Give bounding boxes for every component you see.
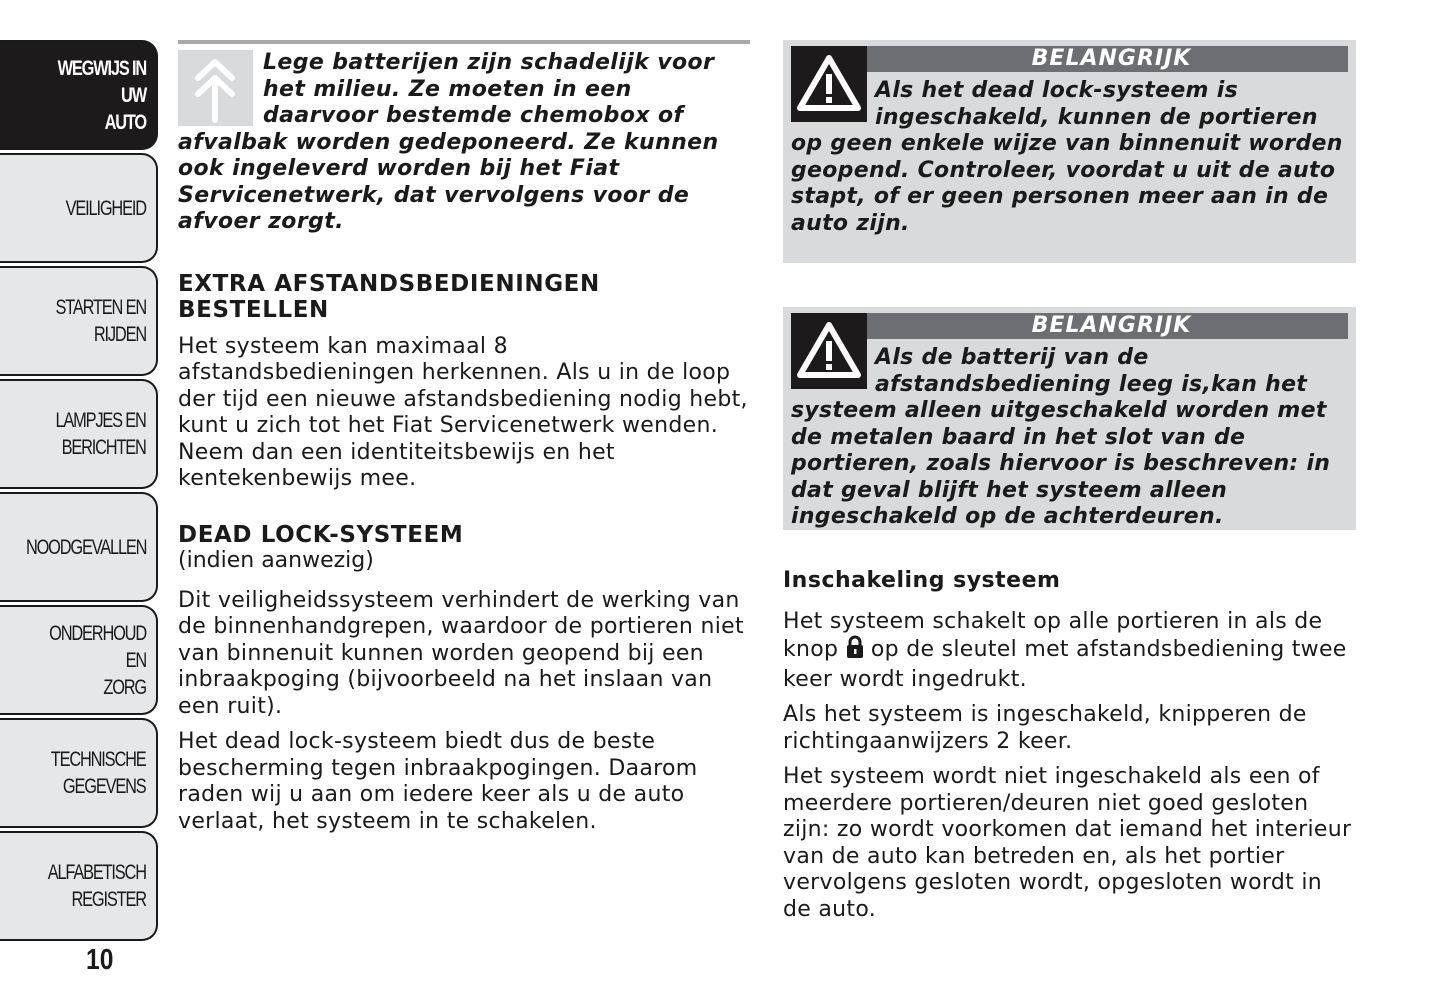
tab-onderhoud-en-zorg[interactable] [0, 605, 158, 715]
tab-label: NOODGEVALLEN [25, 535, 146, 559]
tab-veiligheid[interactable] [0, 153, 158, 263]
inschakeling-paragraph-2: Als het systeem is ingeschakeld, knipperen de richtingaanwijzers 2 keer. [783, 702, 1307, 754]
environment-note-text: Lege batterijen zijn schadelijk voor het milieu. Ze moeten in een daarvoor bestemde chemobox of afvalbak worden gedeponeerd. Ze kunnen ook ingeleverd worden bij het Fiat Servicenetwerk, dat vervolgens voor de afvoer zorgt. [178, 50, 719, 234]
right-column [783, 40, 1356, 923]
warning-box-battery [783, 307, 1356, 530]
lock-icon [846, 635, 864, 667]
warning-text: Als het dead lock-systeem is ingeschakeld, kunnen de portieren op geen enkele wijze van binnenuit worden geopend. Controleer, voordat u uit de auto stapt, of er geen personen meer aan in de auto zijn. [791, 78, 1343, 236]
chapter-tabs [0, 40, 158, 944]
section-subtitle-dead-lock: (indien aanwezig) [178, 548, 374, 573]
inschakeling-text-before: Het systeem schakelt op alle portieren in als de knop [783, 608, 1323, 662]
tab-label: TECHNISCHE GEGEVENS [51, 748, 146, 798]
warning-text: Als de batterij van de afstandsbediening leeg is,kan het systeem alleen uitgeschakeld worden met de metalen baard in het slot van de portieren, zoals hiervoor is beschreven: in dat geval blijft het systeem alleen ingeschakeld op de achterdeuren. [791, 345, 1331, 529]
tab-label: ALFABETISCH REGISTER [47, 861, 146, 911]
warning-title: BELANGRIJK [791, 313, 1348, 339]
inschakeling-text-after: op de sleutel met afstandsbediening twee keer wordt ingedrukt. [783, 637, 1347, 692]
page-number: 10 [86, 944, 114, 976]
tab-label: STARTEN EN RIJDEN [55, 296, 147, 346]
tab-noodgevallen[interactable] [0, 492, 158, 602]
inschakeling-paragraph-1 [783, 609, 1356, 694]
tab-starten-en-rijden[interactable] [0, 266, 158, 376]
tab-alfabetisch-register[interactable] [0, 831, 158, 941]
tab-label: VEILIGHEID [65, 196, 146, 220]
inschakeling-paragraph-3: Het systeem wordt niet ingeschakeld als een of meerdere portieren/deuren niet goed gesloten zijn: zo wordt voorkomen dat iemand het interieur van de auto kan betreden en, als het portier vervolgens gesloten wordt, opgesloten wordt in de auto. [783, 764, 1352, 922]
dead-lock-paragraph-1: Dit veiligheidssysteem verhindert de werking van de binnenhandgrepen, waardoor de portieren niet van binnenuit kunnen worden geopend bij een inbraakpoging (bijvoorbeeld na het inslaan van een ruit). [178, 587, 744, 719]
tab-label: ONDERHOUD EN ZORG [49, 621, 147, 699]
tab-label: WEGWIJS IN UW AUTO [57, 56, 146, 134]
divider [178, 40, 750, 44]
warning-title: BELANGRIJK [791, 46, 1348, 72]
warning-triangle-icon [791, 313, 867, 389]
left-column [178, 40, 750, 835]
recycle-arrow-icon [178, 50, 253, 126]
environment-note [178, 50, 750, 236]
warning-triangle-icon [791, 46, 867, 122]
tab-technische-gegevens[interactable] [0, 718, 158, 828]
section-title-dead-lock: DEAD LOCK-SYSTEEM [178, 521, 464, 548]
tab-label: LAMPJES EN BERICHTEN [55, 409, 147, 459]
section-title-extra-remotes: EXTRA AFSTANDSBEDIENINGEN BESTELLEN [178, 270, 600, 323]
tab-wegwijs-in-uw-auto[interactable] [0, 40, 158, 150]
tab-lampjes-en-berichten[interactable] [0, 379, 158, 489]
section-text-extra-remotes: Het systeem kan maximaal 8 afstandsbedieningen herkennen. Als u in de loop der tijd een nieuwe afstandsbediening nodig hebt, kunt u zich tot het Fiat Servicenetwerk wenden. Neem dan een identiteitsbewijs en het kentekenbewijs mee. [178, 333, 748, 491]
section-title-inschakeling: Inschakeling systeem [783, 568, 1061, 593]
dead-lock-paragraph-2: Het dead lock-systeem biedt dus de beste bescherming tegen inbraakpogingen. Daarom raden wij u aan om iedere keer als u de auto verlaat, het systeem in te schakelen. [178, 729, 698, 834]
warning-box-dead-lock [783, 40, 1356, 263]
